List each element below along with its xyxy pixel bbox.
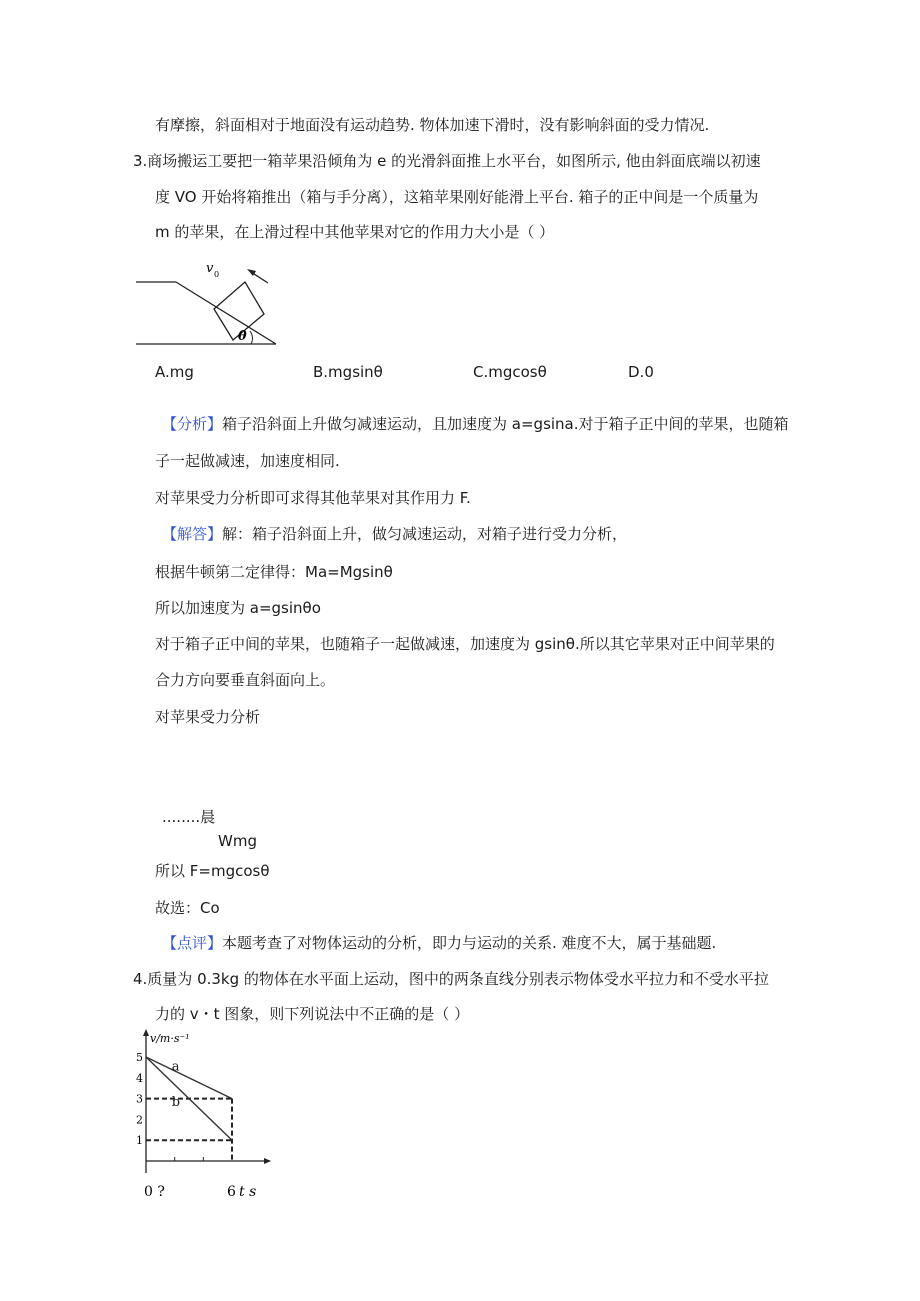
- analysis-text-1: 箱子沿斜面上升做匀减速运动，且加速度为 a=gsina.对于箱子正中间的苹果，也随箱: [222, 415, 789, 433]
- q3-solution-line-1: [162, 524, 627, 544]
- q3-option-d: D.0: [628, 363, 654, 381]
- theta-label: θ: [238, 329, 247, 344]
- solution-text-1: 解：箱子沿斜面上升，做匀减速运动，对箱子进行受力分析，: [222, 525, 628, 543]
- q4-stem-line-2: 力的 v・t 图象，则下列说法中不正确的是（ ）: [155, 1005, 470, 1023]
- analysis-tag: 【分析】: [162, 415, 223, 433]
- q3-solution-line-4: 对于箱子正中间的苹果，也随箱子一起做减速，加速度为 gsinθ.所以其它苹果对正中间苹果的: [155, 635, 775, 653]
- v0-label: v: [206, 261, 214, 276]
- q3-analysis-line-3: 对苹果受力分析即可求得其他苹果对其作用力 F.: [155, 489, 471, 507]
- series-label-b: b: [171, 1094, 181, 1110]
- comment-text: 本题考查了对物体运动的分析，即力与运动的关系. 难度不大，属于基础题.: [222, 934, 717, 952]
- x-tick-label-6: 6: [227, 1184, 236, 1200]
- v0-subscript: 0: [214, 270, 220, 279]
- series-line-a: [146, 1057, 232, 1099]
- q3-solution-line-8: 故选：Co: [155, 899, 220, 917]
- q3-option-a: A.mg: [155, 363, 194, 381]
- q3-solution-line-2: 根据牛顿第二定律得：Ma=Mgsinθ: [155, 563, 393, 581]
- q3-analysis-line-2: 子一起做减速，加速度相同.: [155, 452, 340, 470]
- solution-tag: 【解答】: [162, 525, 223, 543]
- q3-solution-line-6: 对苹果受力分析: [155, 708, 261, 726]
- y-tick-label: 3: [136, 1092, 143, 1106]
- q3-option-c: C.mgcosθ: [473, 363, 547, 381]
- q4-stem-line-1: 4.质量为 0.3kg 的物体在水平面上运动，图中的两条直线分别表示物体受水平拉力和不受水平拉: [133, 970, 769, 988]
- q3-solution-line-3: 所以加速度为 a=gsinθo: [155, 599, 321, 617]
- q3-solution-line-7: 所以 F=mgcosθ: [155, 862, 270, 880]
- q3-stem-line-1: 3.商场搬运工要把一箱苹果沿倾角为 e 的光滑斜面推上水平台，如图所示, 他由斜面底端以初速: [133, 152, 761, 170]
- x-axis-label: t s: [239, 1184, 257, 1200]
- q3-analysis-line-1: [162, 414, 789, 434]
- y-tick-label: 5: [136, 1051, 143, 1064]
- q3-stem-line-2: 度 VO 开始将箱推出（箱与手分离），这箱苹果刚好能滑上平台. 箱子的正中间是一个质量为: [155, 188, 759, 206]
- force-diagram-wmg: Wmg: [218, 832, 257, 850]
- force-diagram-dots: ........晨: [162, 808, 216, 826]
- q3-incline-figure: [134, 256, 284, 352]
- comment-tag: 【点评】: [162, 934, 223, 952]
- q3-stem-line-3: m 的苹果，在上滑过程中其他苹果对它的作用力大小是（ ）: [155, 223, 555, 241]
- q3-comment-line: [162, 933, 716, 953]
- q4-vt-chart: [130, 1026, 280, 1206]
- y-tick-label: 2: [136, 1113, 143, 1127]
- y-tick-label: 4: [136, 1071, 143, 1085]
- x-tick-label-0: 0 ?: [144, 1184, 165, 1200]
- y-axis-arrow-icon: [143, 1029, 149, 1036]
- q3-solution-line-5: 合力方向要垂直斜面向上。: [155, 671, 336, 689]
- q2-tail-text: 有摩擦，斜面相对于地面没有运动趋势. 物体加速下滑时，没有影响斜面的受力情况.: [155, 116, 710, 134]
- x-axis-arrow-icon: [264, 1158, 271, 1164]
- q3-option-b: B.mgsinθ: [313, 363, 383, 381]
- y-tick-label: 1: [136, 1134, 143, 1148]
- y-axis-label: v/m·s⁻¹: [150, 1032, 190, 1045]
- series-label-a: a: [171, 1059, 180, 1075]
